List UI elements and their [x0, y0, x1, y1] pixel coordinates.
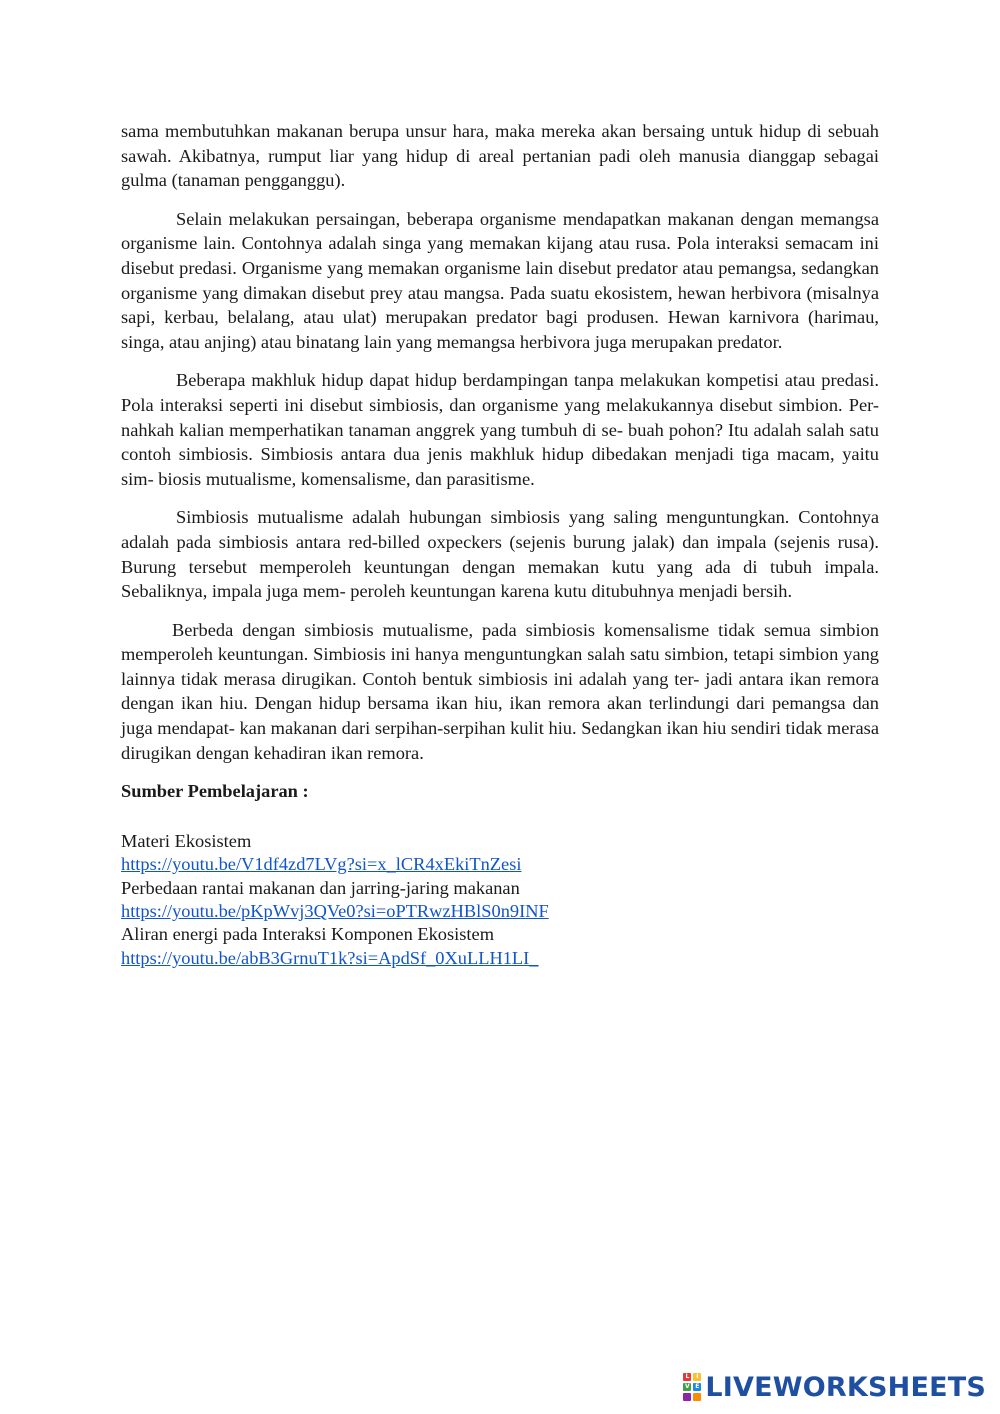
source-link-1[interactable]: https://youtu.be/V1df4zd7LVg?si=x_lCR4xEkiTnZesi: [121, 854, 522, 875]
paragraph-1: sama membutuhkan makanan berupa unsur hara, maka mereka akan bersaing untuk hidup di sebuah sawah. Akibatnya, rumput liar yang hidup di areal pertanian padi oleh manusia dianggap sebagai gulma (tanaman pengganggu).: [121, 121, 879, 191]
liveworksheets-logo: [683, 1372, 986, 1402]
source-title-3: Aliran energi pada Interaksi Komponen Ekosistem: [121, 924, 494, 945]
paragraph-2: Selain melakukan persaingan, beberapa organisme mendapatkan makanan dengan memangsa organisme lain. Contohnya adalah singa yang memakan kijang atau rusa. Pola interaksi semacam ini disebut predasi. Organisme yang memakan organisme lain disebut predator atau pemangsa, sedangkan organisme yang dimakan disebut prey atau mangsa. Pada suatu ekosistem, hewan herbivora (misalnya sapi, kerbau, belalang, atau ulat) merupakan predator bagi produsen. Hewan karnivora (harimau, singa, atau anjing) atau binatang lain yang memangsa herbivora juga merupakan predator.: [121, 208, 879, 352]
document-body: [121, 119, 879, 970]
logo-block-3: V: [685, 1383, 690, 1390]
paragraph-4: Simbiosis mutualisme adalah hubungan simbiosis yang saling menguntungkan. Contohnya adalah pada simbiosis antara red-billed oxpeckers (sejenis burung jalak) dan impala (sejenis rusa). Burung tersebut memperoleh keuntungan dengan memakan kutu yang ada di tubuh impala. Sebaliknya, impala juga mem- peroleh keuntungan karena kutu ditubuhnya menjadi bersih.: [121, 507, 879, 602]
source-title-1: Materi Ekosistem: [121, 830, 252, 851]
logo-block-4: E: [695, 1383, 700, 1390]
logo-block-2: I: [693, 1373, 701, 1381]
logo-text: LIVEWORKSHEETS: [705, 1371, 986, 1403]
logo-block-6: [693, 1393, 701, 1401]
logo-block-1: L: [683, 1373, 691, 1381]
paragraph-3: Beberapa makhluk hidup dapat hidup berdampingan tanpa melakukan kompetisi atau predasi. Pola interaksi seperti ini disebut simbiosis, dan organisme yang melakukannya disebut simbion. Per- nahkah kalian memperhatikan tanaman anggrek yang tumbuh di se- buah pohon? Itu adalah salah satu contoh simbiosis. Simbiosis antara dua jenis makhluk hidup dibedakan menjadi tiga macam, yaitu sim- biosis mutualisme, komensalisme, dan parasitisme.: [121, 370, 879, 489]
sources-heading: Sumber Pembelajaran :: [121, 781, 309, 802]
paragraph-5: Berbeda dengan simbiosis mutualisme, pada simbiosis komensalisme tidak semua simbion memperoleh keuntungan. Simbiosis ini hanya menguntungkan salah satu simbion, tetapi simbion yang lainnya tidak merasa dirugikan. Contoh bentuk simbiosis ini adalah yang ter- jadi antara ikan remora dengan ikan hiu. Dengan hidup bersama ikan hiu, ikan remora akan terlindungi dari pemangsa dan juga mendapat- kan makanan dari serpihan-serpihan kulit hiu. Sedangkan ikan hiu sendiri tidak merasa dirugikan dengan kehadiran ikan remora.: [121, 619, 879, 763]
logo-block-5: [683, 1393, 691, 1401]
sources-list: [121, 830, 879, 970]
source-link-2[interactable]: https://youtu.be/pKpWvj3QVe0?si=oPTRwzHBlS0n9INF: [121, 901, 549, 922]
source-link-3[interactable]: https://youtu.be/abB3GrnuT1k?si=ApdSf_0XuLLH1LI_: [121, 947, 539, 968]
source-title-2: Perbedaan rantai makanan dan jarring-jaring makanan: [121, 877, 520, 898]
logo-blocks-icon: [683, 1373, 701, 1401]
